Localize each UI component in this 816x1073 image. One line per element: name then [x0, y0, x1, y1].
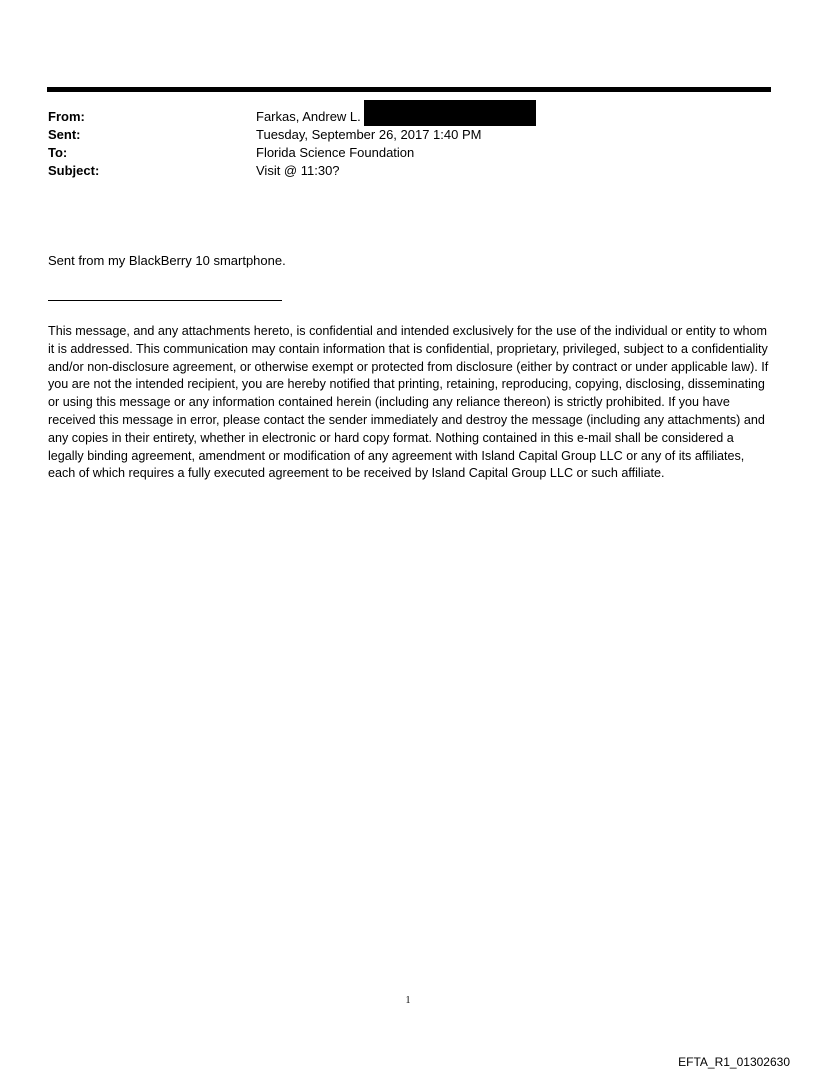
confidentiality-disclaimer: This message, and any attachments hereto, is confidential and intended exclusively for the use of the individual or entity to whom it is addressed. This communication may contain information that is confidential, proprietary, privileged, subject to a confidentiality and/or non-disclosure agreement, or otherwise exempt or protected from disclosure (either by contract or under applicable law). If you are not the intended recipient, you are hereby notified that printing, retaining, reproducing, copying, disclosing, disseminating or using this message or any information contained herein (including any reliance thereon) is strictly prohibited. If you have received this message in error, please contact the sender immediately and destroy the message (including any attachments) and any copies in their entirety, whether in electronic or hard copy format. Nothing contained in this e-mail shall be considered a legally binding agreement, amendment or modification of any agreement with Island Capital Group LLC or any of its affiliates, each of which requires a fully executed agreement to be received by Island Capital Group LLC or such affiliate.	[48, 324, 769, 481]
page-number: 1	[405, 995, 411, 1006]
subject-label: Subject:	[48, 163, 100, 178]
from-value	[256, 108, 536, 126]
document-id: EFTA_R1_01302630	[678, 1055, 790, 1069]
sent-label: Sent:	[48, 127, 81, 142]
header-row-to	[48, 144, 648, 162]
header-row-from	[48, 108, 648, 126]
sent-value: Tuesday, September 26, 2017 1:40 PM	[256, 127, 482, 142]
subject-value: Visit @ 11:30?	[256, 163, 340, 178]
to-value: Florida Science Foundation	[256, 145, 415, 160]
signature-separator	[48, 300, 282, 301]
redaction-block	[364, 100, 536, 126]
from-name: Farkas, Andrew L.	[256, 109, 361, 124]
from-label: From:	[48, 109, 85, 124]
header-rule	[47, 87, 771, 92]
email-body-text: Sent from my BlackBerry 10 smartphone.	[48, 253, 286, 268]
header-row-subject	[48, 162, 648, 180]
header-row-sent	[48, 126, 648, 144]
to-label: To:	[48, 145, 68, 160]
email-header	[48, 108, 648, 180]
